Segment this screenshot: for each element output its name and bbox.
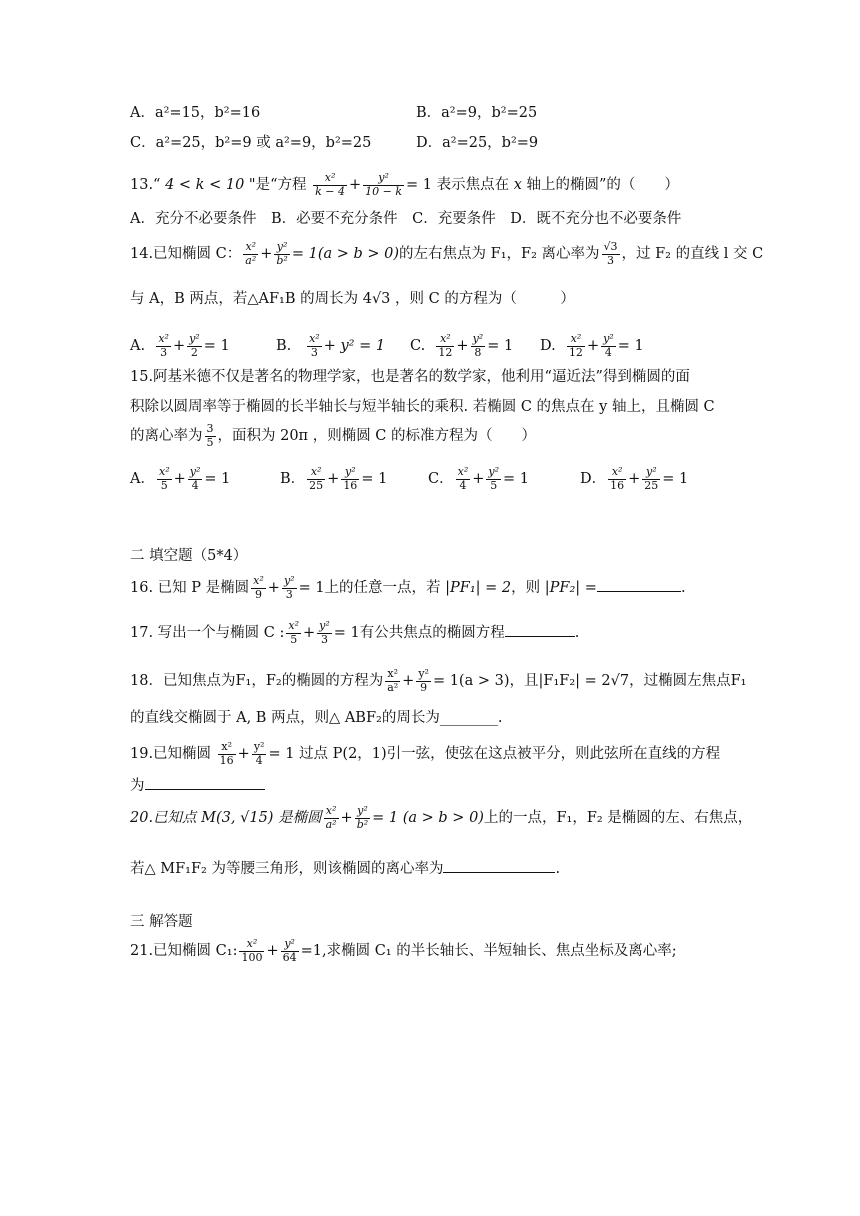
q17-answer-blank[interactable] bbox=[505, 624, 575, 637]
q18-line2: 的直线交椭圆于 A, B 两点，则△ ABF₂的周长为________. bbox=[130, 710, 503, 726]
q16-answer-blank[interactable] bbox=[597, 579, 681, 592]
q19-stem: 19.已知椭圆 $\frac{\text{x²}}{16}$ + $\frac{\text{y²}}{4}$ = 1 过点 P(2，1)引一弦，使弦在这点被平分，则此弦所在直线的方程 bbox=[130, 740, 721, 767]
q12-option-a: A．a²=15，b²=16 bbox=[130, 105, 261, 121]
q15-line2: 积除以圆周率等于椭圆的长半轴长与短半轴长的乘积. 若椭圆 C 的焦点在 y 轴上，且椭圆 C bbox=[130, 399, 715, 415]
q20-answer-blank[interactable] bbox=[443, 860, 555, 873]
q17-stem: 17. 写出一个与椭圆 C : $\frac{\text{x²}}{5}$ + $\frac{\text{y²}}{3}$ = 1有公共焦点的椭圆方程 . bbox=[130, 619, 580, 646]
q19-line2: 为 bbox=[130, 777, 265, 794]
q14-stem: 14.已知椭圆 C： $\frac{\text{x²}}{\text{a²}}$ + $\frac{\text{y²}}{\text{b²}}$ = 1(a > b > 0)的左右焦点为 F₁，F₂ 离心率为 $\frac{√3}{3}$ ，过 F₂ 的直线 l 交 C bbox=[130, 240, 764, 267]
q20-stem: 20.已知点 M(3, √15) 是椭圆 $\frac{\text{x²}}{\text{a²}}$ + $\frac{\text{y²}}{\text{b²}}$ = 1 (a > b > 0)上的一点，F₁，F₂ 是椭圆的左、右焦点， bbox=[130, 804, 753, 831]
q15-option-a: A． $\frac{\text{x²}}{5}$ + $\frac{\text{y²}}{4}$ = 1 bbox=[130, 465, 231, 492]
q20-line2: 若△ MF₁F₂ 为等腰三角形，则该椭圆的离心率为 . bbox=[130, 861, 561, 877]
q12-option-d: D．a²=25，b²=9 bbox=[416, 135, 539, 151]
section-heading-fill-in: 二 填空题（5*4） bbox=[130, 548, 248, 564]
q14-option-c: C. $\frac{\text{x²}}{12}$ + $\frac{\text{y²}}{8}$ = 1 bbox=[410, 332, 514, 359]
q15-option-b: B． $\frac{\text{x²}}{25}$ + $\frac{\text{y²}}{16}$ = 1 bbox=[280, 465, 388, 492]
q16-stem: 16. 已知 P 是椭圆 $\frac{\text{x²}}{9}$ + $\frac{\text{y²}}{3}$ = 1上的任意一点，若 |PF₁| = 2，则 |PF₂| = . bbox=[130, 574, 686, 601]
q15-option-c: C． $\frac{\text{x²}}{4}$ + $\frac{\text{y²}}{5}$ = 1 bbox=[428, 465, 529, 492]
section-heading-solve: 三 解答题 bbox=[130, 914, 193, 930]
q12-option-b: B．a²=9，b²=25 bbox=[416, 105, 538, 121]
q14-option-b: B. $\frac{\text{x²}}{3}$ + y² = 1 bbox=[276, 332, 386, 359]
q15-line1: 15.阿基米德不仅是著名的物理学家，也是著名的数学家，他利用“逼近法”得到椭圆的面 bbox=[130, 369, 690, 385]
q12-option-c: C．a²=25，b²=9 或 a²=9，b²=25 bbox=[130, 135, 372, 151]
q21-stem: 21.已知椭圆 C₁: $\frac{\text{x²}}{100}$ + $\frac{\text{y²}}{64}$ =1,求椭圆 C₁ 的半长轴长、半短轴长、焦点坐标及离心率; bbox=[130, 937, 677, 964]
q15-line3: 的离心率为 $\frac{3}{5}$ ，面积为 20π ，则椭圆 C 的标准方程为（ ） bbox=[130, 422, 537, 449]
q15-option-d: D． $\frac{\text{x²}}{16}$ + $\frac{\text{y²}}{25}$ = 1 bbox=[580, 465, 689, 492]
q14-option-a: A. $\frac{\text{x²}}{3}$ + $\frac{\text{y²}}{2}$ = 1 bbox=[130, 332, 230, 359]
q13-options: A．充分不必要条件 B．必要不充分条件 C．充要条件 D．既不充分也不必要条件 bbox=[130, 211, 682, 227]
q19-answer-blank[interactable] bbox=[145, 777, 265, 790]
q18-stem: 18．已知焦点为F₁，F₂的椭圆的方程为 $\frac{\text{x²}}{\text{a²}}$ + $\frac{\text{y²}}{9}$ = 1(a > 3)，且|F₁F₂| = 2√7，过椭圆左焦点F₁ bbox=[130, 667, 747, 694]
q14-option-d: D. $\frac{\text{x²}}{12}$ + $\frac{\text{y²}}{4}$ = 1 bbox=[540, 332, 644, 359]
q13-stem: 13.“ 4 < k < 10 "是“方程 $\frac{\text{x²}}{k - 4}$ + $\frac{\text{y²}}{10 - k}$ = 1 表示焦点在 x 轴上的椭圆”的（ ） bbox=[130, 171, 679, 198]
q14-line2: 与 A，B 两点，若△AF₁B 的周长为 4√3 ，则 C 的方程为（ ） bbox=[130, 291, 575, 307]
